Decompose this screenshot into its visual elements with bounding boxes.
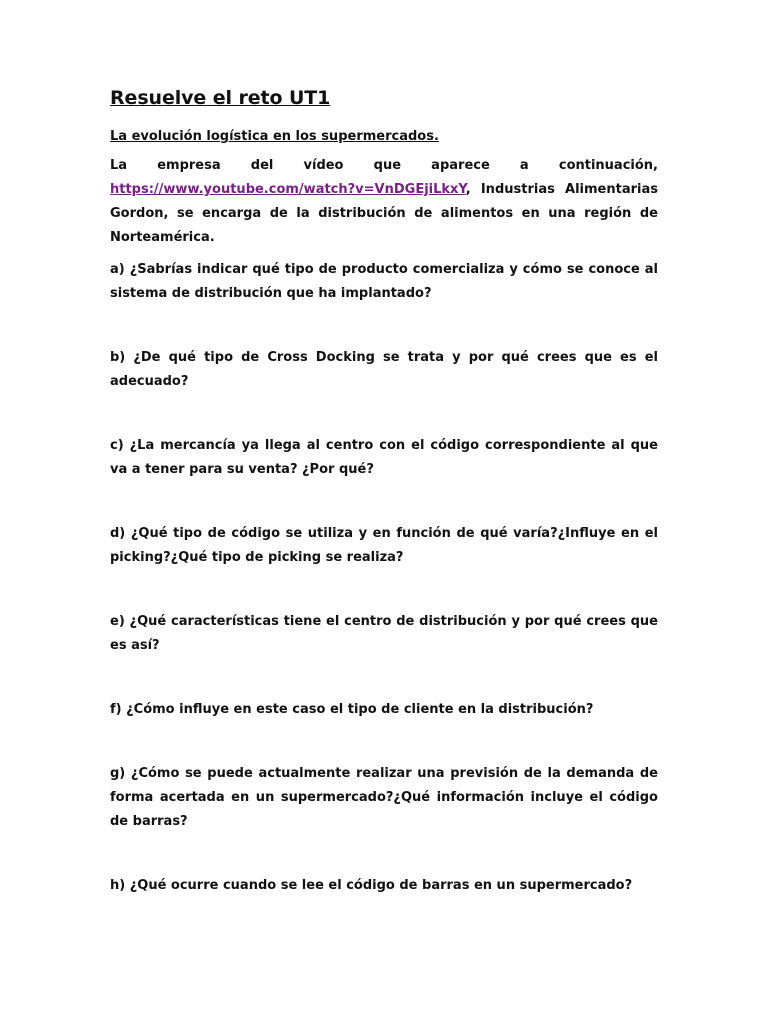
question-b: b) ¿De qué tipo de Cross Docking se trata y por qué crees que es el adecuado? <box>110 350 658 389</box>
video-link[interactable]: https://www.youtube.com/watch?v=VnDGEjiLkxY <box>110 182 466 197</box>
question-e: e) ¿Qué características tiene el centro de distribución y por qué crees que es así? <box>110 614 658 653</box>
intro-text-end: , Industrias Alimentarias Gordon, se encarga de la distribución de alimentos en una región de Norteamérica. <box>110 182 658 245</box>
document-subtitle: La evolución logística en los supermercados. <box>110 129 439 144</box>
question-a: a) ¿Sabrías indicar qué tipo de producto comercializa y cómo se conoce al sistema de distribución que ha implantado? <box>110 262 658 301</box>
document-title: Resuelve el reto UT1 <box>110 87 331 109</box>
question-d: d) ¿Qué tipo de código se utiliza y en función de qué varía?¿Influye en el picking?¿Qué tipo de picking se realiza? <box>110 526 658 565</box>
question-c: c) ¿La mercancía ya llega al centro con el código correspondiente al que va a tener para su venta? ¿Por qué? <box>110 438 658 477</box>
intro-text-start: La empresa del vídeo que aparece a continuación, <box>110 158 658 173</box>
question-f: f) ¿Cómo influye en este caso el tipo de cliente en la distribución? <box>110 702 594 717</box>
question-h: h) ¿Qué ocurre cuando se lee el código de barras en un supermercado? <box>110 878 633 893</box>
question-g: g) ¿Cómo se puede actualmente realizar una previsión de la demanda de forma acertada en un supermercado?¿Qué información incluye el código de barras? <box>110 766 658 829</box>
intro-paragraph <box>110 154 658 250</box>
document-page <box>110 86 658 898</box>
